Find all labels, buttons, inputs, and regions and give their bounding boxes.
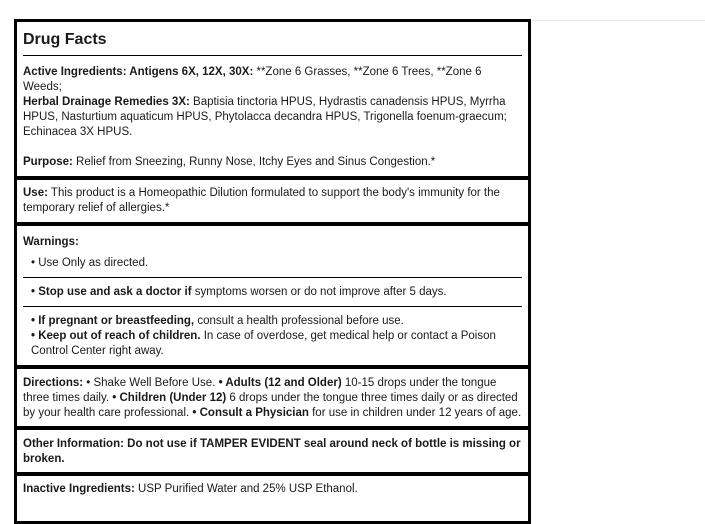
warnings-section [17, 226, 528, 271]
warning-item-2-label: • Stop use and ask a doctor if [31, 286, 192, 298]
children-label: • Children (Under 12) [112, 392, 227, 404]
children-dose: 6 drops under the tongue three times daily or as directed by your health care professional. [23, 392, 518, 419]
other-information-value: Do not use if TAMPER EVIDENT seal around neck of bottle is missing or broken. [23, 438, 521, 465]
physician-note: for use in children under 12 years of age. [308, 407, 522, 419]
warning-item-1: • Use Only as directed. [31, 257, 149, 269]
directions-section [17, 369, 528, 426]
drug-facts-panel [14, 19, 531, 524]
physician-label: • Consult a Physician [192, 407, 309, 419]
inactive-ingredients-label: Inactive Ingredients: [23, 483, 135, 495]
top-divider-line [532, 20, 705, 21]
purpose-label: Purpose: [23, 156, 73, 168]
use-text [23, 186, 522, 216]
warning-item-4 [23, 329, 522, 359]
active-ingredients-value: **Zone 6 Grasses, **Zone 6 Trees, **Zone 6 Weeds; [23, 66, 482, 93]
herbal-drainage-value: Baptisia tinctoria HPUS, Hydrastis canadensis HPUS, Myrrha HPUS, Nasturtium aquaticum HPUS, Phytolacca decandra HPUS, Trigonella foenum-graecum; Echinacea 3X HPUS. [23, 96, 507, 138]
other-information-section [17, 430, 528, 472]
use-section [17, 180, 528, 222]
active-ingredients-section [17, 56, 528, 170]
adults-dose: 10-15 drops under the tongue three times daily. [23, 377, 497, 404]
warnings-section-3 [17, 307, 528, 365]
warnings-section-2 [17, 278, 528, 306]
inactive-ingredients-value: USP Purified Water and 25% USP Ethanol. [134, 483, 358, 495]
other-information-label: Other Information: [23, 438, 124, 450]
warnings-label: Warnings: [23, 236, 79, 248]
active-ingredients-text [23, 65, 522, 140]
directions-text [23, 376, 522, 421]
warning-item-4-label: • Keep out of reach of children. [31, 330, 201, 342]
warning-item-4-value: In case of overdose, get medical help or contact a Poison Control Center right away. [31, 330, 496, 357]
active-ingredients-label: Active Ingredients: Antigens 6X, 12X, 30X: [23, 66, 254, 78]
use-label: Use: [23, 187, 48, 199]
warning-item-2-value: symptoms worsen or do not improve after 5 days. [191, 286, 447, 298]
inactive-ingredients-text [23, 482, 522, 497]
use-value: This product is a Homeopathic Dilution formulated to support the body's immunity for the temporary relief of allergies.* [23, 187, 500, 214]
panel-title: Drug Facts [23, 22, 522, 56]
purpose-text [23, 155, 522, 170]
purpose-value: Relief from Sneezing, Runny Nose, Itchy Eyes and Sinus Congestion.* [72, 156, 436, 168]
warning-item-2 [23, 285, 522, 300]
directions-shake: • Shake Well Before Use. [83, 377, 219, 389]
warning-item-3-value: consult a health professional before use. [194, 315, 404, 327]
other-information-text [23, 437, 522, 467]
herbal-drainage-label: Herbal Drainage Remedies 3X: [23, 96, 190, 108]
adults-label: • Adults (12 and Older) [218, 377, 342, 389]
warning-item-3-label: • If pregnant or breastfeeding, [31, 315, 195, 327]
warning-item-3 [23, 314, 522, 329]
directions-label: Directions: [23, 377, 84, 389]
inactive-ingredients-section [17, 476, 528, 497]
